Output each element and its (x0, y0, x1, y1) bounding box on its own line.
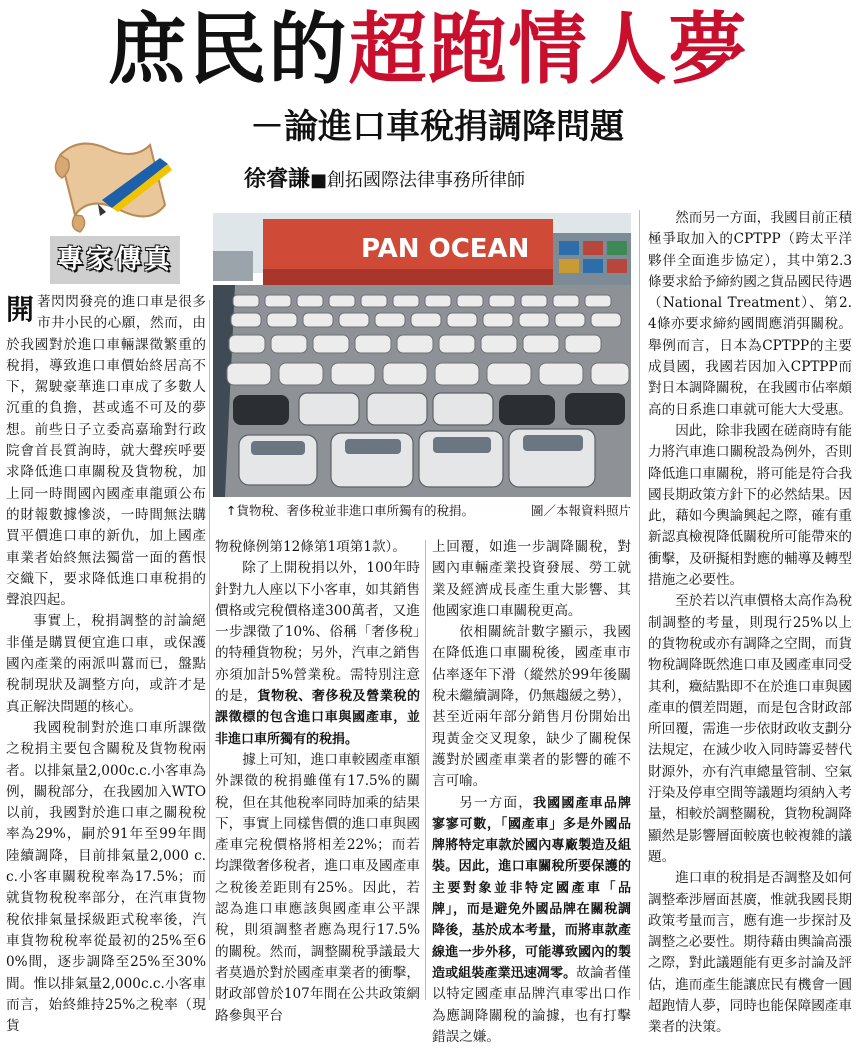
byline (244, 166, 664, 194)
paragraph: 進口車的稅捐是否調整及如何調整牽涉層面甚廣，惟就我國長期政策考量而言，應有進一步探討及調整之必要性。期待藉由輿論高漲之際，對此議題能有更多討論及評估，進而產生能讓庶民有機會一圓超跑情人夢，同時也能保障國產車業者的決策。 (648, 870, 852, 1036)
headline-part2: 超跑情人夢 (348, 5, 749, 95)
photo-credit: 圖／本報資料照片 (530, 503, 631, 518)
paragraph: 上回覆，如進一步調降關稅，對國內車輛產業投資發展、勞工就業及經濟成長產生重大影響、其他國家進口車關稅更高。 (432, 539, 631, 619)
paragraph (215, 558, 420, 750)
car-port-photo (213, 213, 631, 497)
headline (0, 2, 857, 98)
paragraph (6, 292, 206, 611)
paragraph-text: 另一方面， (459, 794, 533, 811)
paragraph: 依相關統計數字顯示，我國在降低進口車關稅後，國產車市佔率逐年下滑（縱然於99年後關稅未繼續調降，仍無趨緩之勢），甚至近兩年部分銷售月份開始出現黃金交叉現象，缺少了關稅保護對於國產車業者的影響的確不言可喻。 (432, 624, 631, 790)
paragraph: 事實上，稅捐調整的討論絕非僅是購買便宜進口車，或保護國內產業的兩派叫囂而已，盤點稅制現狀及調整方向，或許才是真正解決問題的核心。 (6, 613, 206, 715)
news-photo (213, 213, 631, 497)
column-divider (425, 540, 426, 1000)
bold-text: 我國國產車品牌寥寥可數，「國產車」多是外國品牌將特定車款於國內專廠製造及組裝。因此，進口車關稅所要保護的主要對象並非特定國產車「品牌」，而是避免外國品牌在關稅調降後，基於成本考量，而將車款產線進一步外移，可能導致國內的製造或組裝產業迅速凋零。 (432, 795, 631, 981)
article-column-3 (432, 537, 631, 1045)
paragraph-text: 故論者僅以特定國產車品牌汽車零出口作為應調降關稅的論據，也有打擊錯誤之嫌。 (432, 964, 631, 1045)
paragraph: 至於若以汽車價格太高作為稅制調整的考量，則現行25%以上的貨物稅或亦有調降之空間，而貨物稅調降既然進口車及國產車同受其利，癥結點即不在於進口車與國產車的價差問題，而是包含財政部所回覆，需進一步依財政收支劃分法規定，在減少收入同時籌妥替代財源外，亦有汽車總量管制、空氣汙染及停車空間等議題均須納入考量，相較於調整關稅，貨物稅調降顯然是影響層面較廣也較複雜的議題。 (648, 593, 852, 865)
paragraph: 物稅條例第12條第1項第1款）。 (215, 539, 406, 555)
drop-cap: 開 (6, 293, 35, 326)
paragraph: 我國稅制對於進口車所課徵之稅捐主要包含關稅及貨物稅兩者。以排氣量2,000c.c.小客車為例，關稅部分，在我國加入WTO以前，我國對於進口車之關稅稅率為29%，嗣於91年至99年間陸續調降，目前排氣量2,000 c.c.小客車關稅稅率為17.5%；而就貨物稅稅率部分，在汽車貨物稅依排氣量採級距式稅率後，汽車貨物稅稅率從最初的25%至60%間，逐步調降至25%至30%間。惟以排氣量2,000c.c.小客車而言，始終維持25%之稅率（現貨 (6, 719, 206, 1035)
author-affiliation: 創拓國際法律事務所律師 (327, 170, 526, 191)
column-divider (639, 210, 640, 1000)
paragraph: 據上可知，進口車較國產車額外課徵的稅捐雖僅有17.5%的關稅，但在其他稅率同時加乘的結果下，事實上同樣售價的進口車與國產車完稅價格將相差22%；而若均課徵奢侈稅者，進口車及國產車之稅後差距則有25%。因此，若認為進口車應該與國產車公平課稅，則須調整者應為現行17.5%的關稅。然而，調整關稅爭議最大者莫過於對於國產車業者的衝擊，財政部曾於107年間在公共政策網路參與平台 (215, 751, 420, 1024)
section-badge: 專家傳真 (50, 236, 180, 284)
ship-label: PAN OCEAN (361, 234, 530, 264)
paragraph-text: 除了上開稅捐以外，100年時針對九人座以下小客車，如其銷售價格或完稅價格達300萬者，又進一步課徵了10%、俗稱「奢侈稅」的特種貨物稅；另外，汽車之銷售亦須加計5%營業稅。需特別注意的是， (215, 560, 420, 705)
subtitle: －論進口車稅捐調降問題 (250, 107, 624, 147)
column-divider (209, 300, 210, 1000)
headline-part1: 庶民的 (108, 5, 349, 95)
article-column-4 (648, 208, 852, 1036)
author-name: 徐睿謙 (244, 166, 311, 192)
article-column-2 (215, 537, 420, 1024)
byline-separator: ■ (310, 170, 328, 191)
photo-caption-line (226, 500, 631, 522)
scroll-quill-icon (40, 130, 180, 240)
paragraph: 然而另一方面，我國目前正積極爭取加入的CPTPP（跨太平洋夥伴全面進步協定），其中第2.3條要求給予締約國之貨品國民待遇（National Treatment）、第2.4條亦要求締約國間應消弭關稅。舉例而言，日本為CPTPP的主要成員國，我國若因加入CPTPP而對日本調降關稅，在我國市佔率頗高的日系進口車就可能大大受惠。 (648, 210, 852, 418)
paragraph (432, 793, 631, 1048)
photo-caption: ↑貨物稅、奢侈稅並非進口車所獨有的稅捐。 (226, 503, 474, 518)
paragraph: 因此，除非我國在磋商時有能力將汽車進口關稅設為例外，否則降低進口車關稅，將可能是符合我國長期政策方針下的必然結果。因此，藉如今輿論興起之際，確有重新認真檢視降低關稅所可能帶來的衝擊，及研擬相對應的輔導及轉型措施之必要性。 (648, 422, 852, 589)
paragraph-text: 著閃閃發亮的進口車是很多市井小民的心願，然而，由於我國對於進口車輛課徵繁重的稅捐，導致進口車價始終居高不下，駕駛豪華進口車成了多數人沉重的負擔，甚或遙不可及的夢想。前些日子立委高嘉瑜對行政院會首長質詢時，就大聲疾呼要求降低進口車關稅及貨物稅，加上同一時間國內國產車龍頭公布的財報數據慘淡，一時間無法購買平價進口車的新仇，加上國產車業者始終無法獨當一面的舊恨交織下，要求降低進口車稅捐的聲浪四起。 (6, 294, 206, 609)
article-column-1 (6, 292, 206, 1035)
bold-text: 貨物稅、奢侈稅及營業稅的課徵標的包含進口車與國產車，並非進口車所獨有的稅捐。 (215, 689, 420, 747)
